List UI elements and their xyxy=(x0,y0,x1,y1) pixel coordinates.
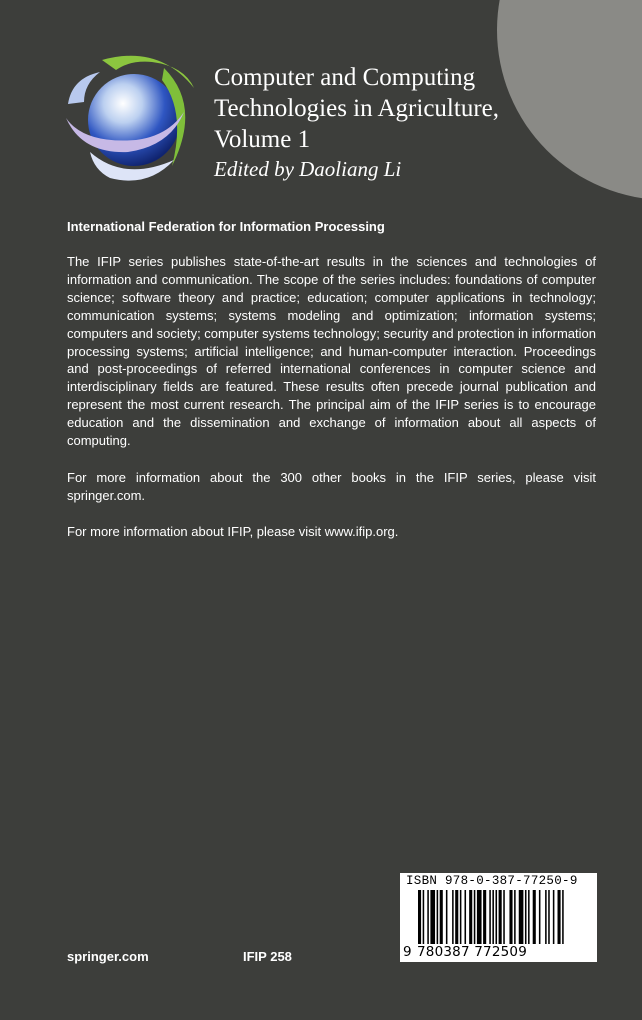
barcode-bar xyxy=(553,890,555,944)
barcode-bar xyxy=(474,890,476,944)
isbn-barcode xyxy=(400,873,597,962)
barcode-bar xyxy=(528,890,530,944)
barcode-bar xyxy=(492,890,494,944)
barcode-bar xyxy=(545,890,547,944)
barcode-bar xyxy=(509,890,512,944)
barcode-bar xyxy=(430,890,435,944)
publisher-website: springer.com xyxy=(67,949,149,964)
barcode-bar xyxy=(446,890,448,944)
barcode-bar xyxy=(562,890,564,944)
barcode-bar xyxy=(465,890,467,944)
barcode-right-digits: 772509 xyxy=(474,944,527,960)
barcode-bar xyxy=(519,890,524,944)
barcode-bar xyxy=(423,890,425,944)
barcode-bar xyxy=(496,890,498,944)
barcode-lead-digit: 9 xyxy=(403,944,412,960)
series-heading: International Federation for Information Processing xyxy=(67,219,385,234)
ifip-info: For more information about IFIP, please visit www.ifip.org. xyxy=(67,524,399,539)
barcode-digits xyxy=(403,944,527,960)
book-title-line: Volume 1 xyxy=(214,126,311,153)
title-block xyxy=(214,62,514,182)
barcode-bar xyxy=(533,890,536,944)
barcode-bar xyxy=(418,890,421,944)
ifip-globe-logo xyxy=(64,48,198,188)
barcode-bar xyxy=(539,890,541,944)
barcode-bar xyxy=(460,890,462,944)
barcode-bar xyxy=(525,890,527,944)
barcode-bar xyxy=(437,890,439,944)
barcode-bar xyxy=(558,890,561,944)
barcode-bar xyxy=(503,890,505,944)
series-description: The IFIP series publishes state-of-the-art results in the sciences and technologies of information and communication. The scope of the series includes: foundations of computer science; software theory and practice; education; computer applications in technology; communication systems; systems modeling and optimization; information systems; computers and society; computer systems technology; security and protection in information processing systems; artificial intelligence; and human-computer interaction. Proceedings and post-proceedings of referred international conferences in computer science and interdisciplinary fields are featured. These results often precede journal publication and represent the most current research. The principal aim of the IFIP series is to encourage education and the dissemination and exchange of information about all aspects of computing. xyxy=(67,254,596,449)
springer-info: For more information about the 300 other books in the IFIP series, please visit springer.com. xyxy=(67,470,596,503)
barcode-bar xyxy=(440,890,443,944)
series-number: IFIP 258 xyxy=(243,949,292,964)
book-title-line: Technologies in Agriculture, xyxy=(214,95,499,122)
book-editor: Edited by Daoliang Li xyxy=(214,157,402,181)
barcode-bar xyxy=(477,890,482,944)
isbn-label: ISBN 978-0-387-77250-9 xyxy=(406,874,578,888)
barcode-bar xyxy=(499,890,502,944)
barcode-bar xyxy=(548,890,550,944)
book-title-line: Computer and Computing xyxy=(214,64,476,91)
barcode-bar xyxy=(483,890,486,944)
barcode-bar xyxy=(427,890,429,944)
barcode-bar xyxy=(469,890,472,944)
barcode-bar xyxy=(452,890,454,944)
barcode-bar xyxy=(455,890,458,944)
corner-arc-decoration xyxy=(497,0,642,200)
barcode-left-digits: 780387 xyxy=(417,944,470,960)
barcode-bar xyxy=(514,890,516,944)
barcode-bar xyxy=(489,890,491,944)
